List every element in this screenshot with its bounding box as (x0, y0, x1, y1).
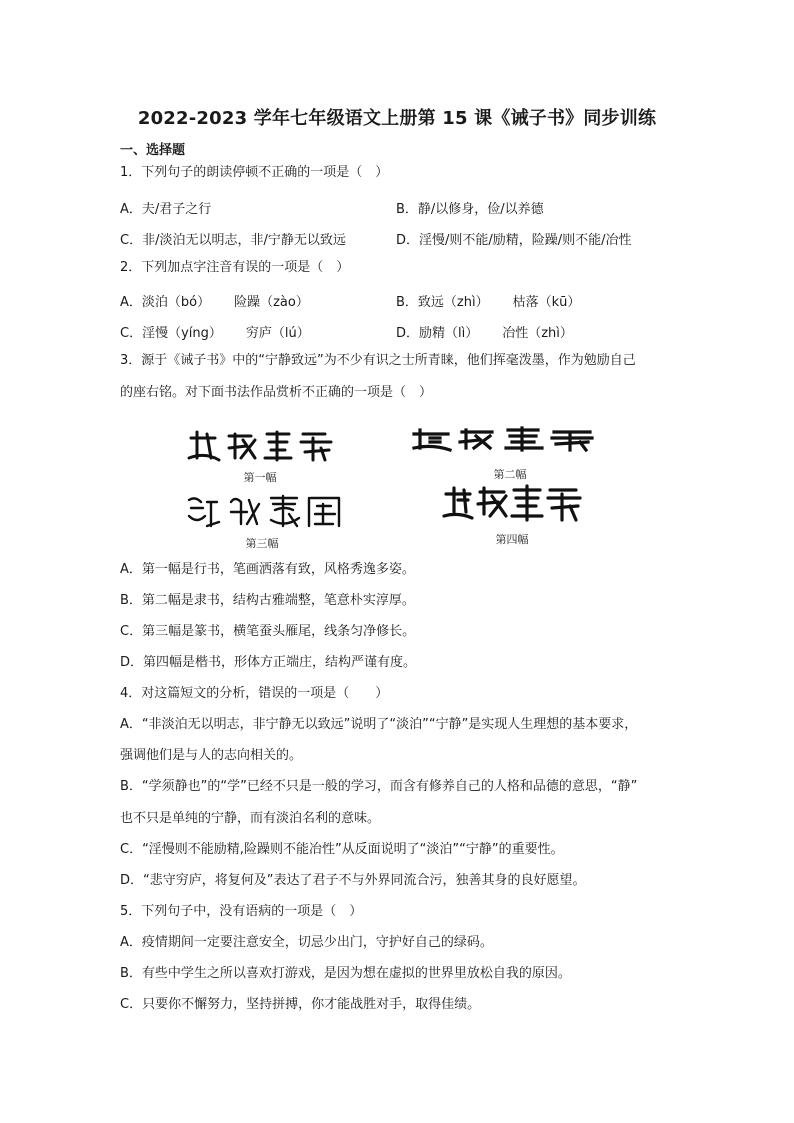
q5-option-a: A．疫情期间一定要注意安全，切忌少出门，守护好自己的绿码。 (120, 935, 493, 950)
q4-option-a-line1: A．“非淡泊无以明志，非宁静无以致远”说明了“淡泊”“宁静”是实现人生理想的基本要求， (120, 717, 638, 732)
q4-option-c: C．“淫慢则不能励精,险躁则不能冶性”从反面说明了“淡泊”“宁静”的重要性。 (120, 842, 564, 857)
q2-option-d-word2: 冶性（zhì） (502, 326, 573, 341)
q4-option-b-line2: 也不只是单纯的宁静，而有淡泊名利的意味。 (120, 811, 381, 826)
q3-option-c: C．第三幅是篆书，横笔蚕头雁尾，线条匀净修长。 (120, 624, 416, 639)
section-heading: 一、选择题 (120, 143, 186, 158)
calligraphy-image-4 (442, 484, 582, 524)
q3-stem-line2: 的座右铭。对下面书法作品赏析不正确的一项是（ ） (120, 385, 433, 400)
q2-option-d-word1: D．励精（lì） (396, 326, 479, 341)
calligraphy-caption-2: 第二幅 (493, 468, 527, 481)
q2-option-a-word2: 险躁（zào） (234, 295, 309, 310)
q2-option-c (120, 322, 310, 341)
calligraphy-caption-1: 第一幅 (243, 471, 277, 484)
q1-option-a: A．夫/君子之行 (120, 202, 212, 217)
calligraphy-image-2 (410, 426, 595, 454)
page-title: 2022-2023 学年七年级语文上册第 15 课《诫子书》同步训练 (137, 108, 657, 129)
q2-stem: 2．下列加点字注音有误的一项是（ ） (120, 260, 350, 275)
q2-option-a (120, 291, 309, 310)
q1-option-d: D．淫慢/则不能/励精，险躁/则不能/冶性 (396, 233, 632, 248)
q1-option-c: C．非/淡泊无以明志，非/宁静无以致远 (120, 233, 346, 248)
q5-stem: 5．下列句子中，没有语病的一项是（ ） (120, 904, 363, 919)
calligraphy-image-3 (185, 494, 345, 530)
q4-option-b-line1: B．“学须静也”的“学”已经不只是一般的学习，而含有修养自己的人格和品德的意思，“静” (120, 779, 638, 794)
q3-stem-line1: 3．源于《诫子书》中的“宁静致远”为不少有识之士所青睐，他们挥毫泼墨，作为勉励自己 (120, 353, 636, 368)
q4-option-d: D．“悲守穷庐，将复何及”表达了君子不与外界同流合污，独善其身的良好愿望。 (120, 873, 586, 888)
q2-option-b (396, 291, 580, 310)
q3-option-d: D．第四幅是楷书，形体方正端庄，结构严谨有度。 (120, 655, 417, 670)
q2-option-c-word1: C．淫慢（yíng） (120, 326, 222, 341)
calligraphy-image-1 (185, 428, 340, 464)
q4-stem: 4．对这篇短文的分析，错误的一项是（ ） (120, 686, 389, 701)
calligraphy-caption-4: 第四幅 (495, 533, 529, 546)
q2-option-d (396, 322, 573, 341)
q1-option-b: B．静/以修身，俭/以养德 (396, 202, 544, 217)
q1-stem: 1．下列句子的朗读停顿不正确的一项是（ ） (120, 165, 389, 180)
q2-option-a-word1: A．淡泊（bó） (120, 295, 211, 310)
calligraphy-caption-3: 第三幅 (245, 537, 279, 550)
q4-option-a-line2: 强调他们是与人的志向相关的。 (120, 748, 303, 763)
q2-option-b-word1: B．致远（zhì） (396, 295, 489, 310)
q5-option-c: C．只要你不懈努力，坚持拼搏，你才能战胜对手，取得佳绩。 (120, 997, 481, 1012)
q2-option-c-word2: 穷庐（lú） (245, 326, 310, 341)
q2-option-b-word2: 枯落（kū） (512, 295, 581, 310)
q3-option-a: A．第一幅是行书，笔画洒落有致，风格秀逸多姿。 (120, 562, 415, 577)
q3-option-b: B．第二幅是隶书，结构古雅端整，笔意朴实淳厚。 (120, 593, 415, 608)
q5-option-b: B．有些中学生之所以喜欢打游戏，是因为想在虚拟的世界里放松自我的原因。 (120, 966, 571, 981)
